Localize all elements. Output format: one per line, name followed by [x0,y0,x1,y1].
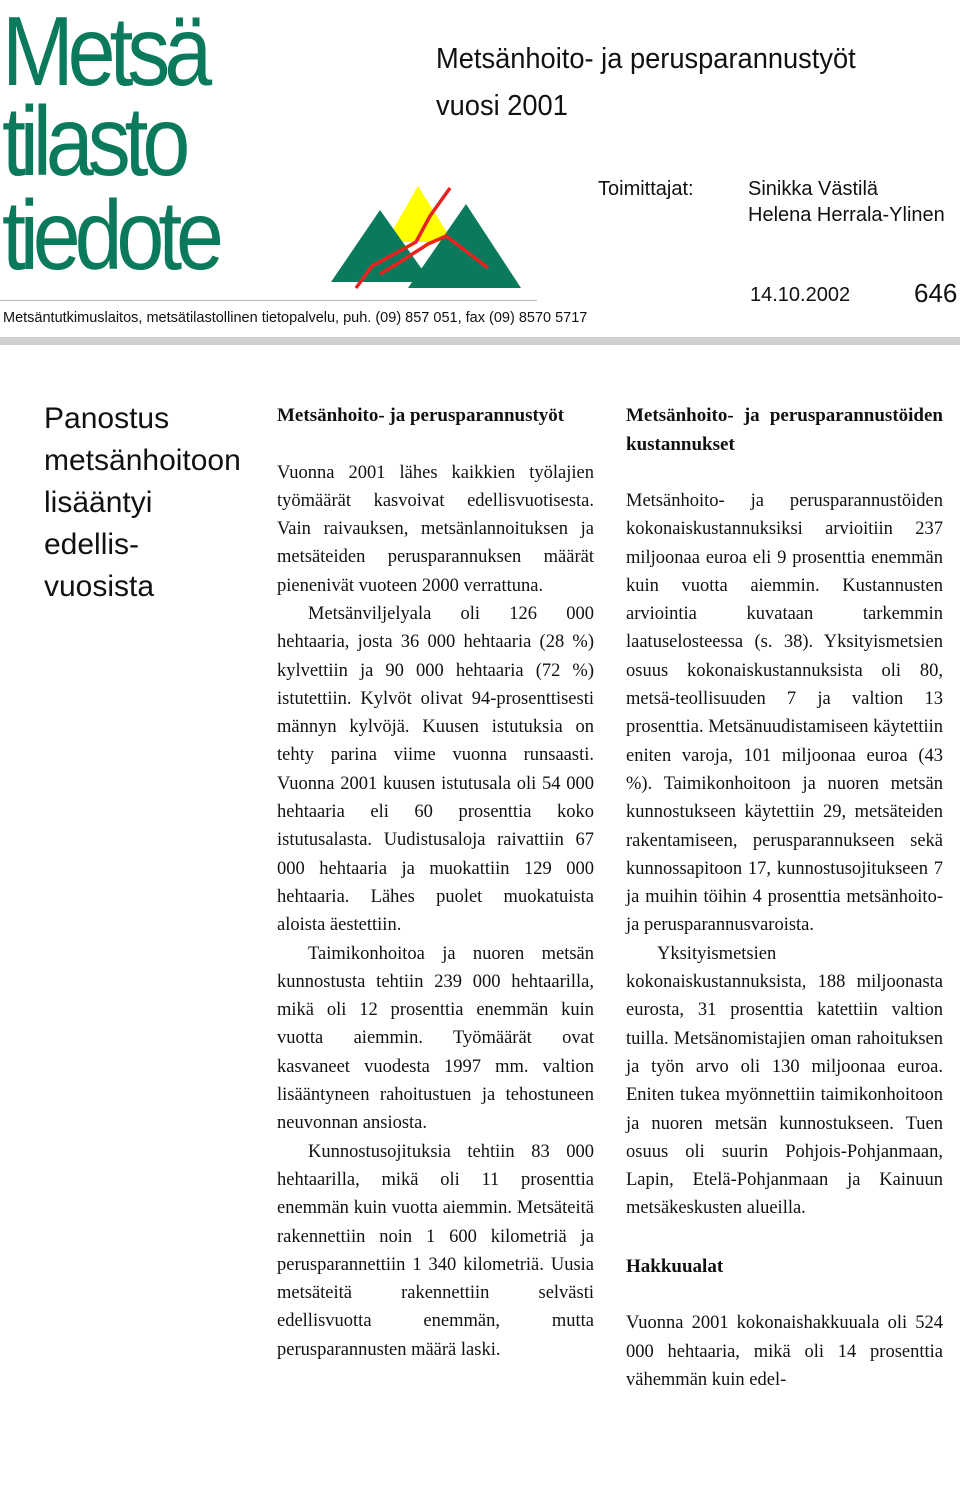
logo-word-1: Metsä [2,0,207,106]
issue-number: 646 [914,278,958,308]
institute-contact: Metsäntutkimuslaitos, metsätilastollinen tietopalvelu, puh. (09) 857 051, fax (09) 8570 5717 [3,310,588,326]
paragraph: Vuonna 2001 kokonaishakkuuala oli 524 000 hehtaaria, mikä oli 14 prosenttia vähemmän kuin edel- [626,1313,943,1390]
header-band [0,337,960,345]
lead-line: Panostus [44,402,170,435]
editors-label: Toimittajat: [598,178,694,200]
paragraph: Taimikonhoitoa ja nuoren metsän kunnostusta tehtiin 239 000 hehtaarilla, mikä oli 12 prosenttia enemmän kuin vuotta aiemmin. Työmäärät ovat kasvaneet vuodesta 1997 mm. valtion lisääntyneen rahoitustuen ja tehostuneen neuvonnan ansiosta. [277,943,594,1134]
paragraph: Kunnostusojituksia tehtiin 83 000 hehtaarilla, mikä oli 11 prosenttia enemmän kuin vuotta aiemmin. Metsäteitä rakennettiin noin 1 600 kilometriä ja perusparannettiin 1 340 kilometriä. Uusia metsäteitä rakennettiin selvästi edellisvuotta enemmän, mutta perusparannusten määrä laski. [277,1141,594,1360]
title-line-1: Metsänhoito- ja perusparannustyöt [436,43,856,75]
masthead-divider [0,300,537,301]
section-heading: Hakkuualat [626,1255,724,1277]
paragraph: Vuonna 2001 lähes kaikkien työlajien työmäärät kasvoivat edellisvuotisesta. Vain raivauksen, metsänlannoituksen ja metsäteiden perusparannuksen määrät pienenivät vuoteen 2000 verrattuna. [277,462,594,596]
section-heading: Metsänhoito- ja perusparannustöiden kustannukset [626,405,943,455]
article-column-1 [277,402,594,1364]
title-line-2: vuosi 2001 [436,90,568,122]
editor-2: Helena Herrala-Ylinen [748,204,945,226]
issue-date: 14.10.2002 [750,284,851,306]
lead-line: lisääntyi [44,486,153,519]
paragraph: Metsänhoito- ja perusparannustöiden kokonaiskustannuksiksi arvioitiin 237 miljoonaa euroa eli 9 prosenttia enemmän kuin vuotta aiemmin. Kustannusten arviointia kuvataan tarkemmin laatuselosteessa (s. 38). Yksityismetsien osuus kokonaiskustannuksista oli 80, metsä-teollisuuden 7 ja valtion 13 prosenttia. Metsänuudistamiseen käytettiin eniten varoja, 101 miljoonaa euroa (43 %). Taimikonhoitoon ja nuoren metsän kunnostukseen käytettiin 29, metsäteiden rakentamiseen, perusparannukseen sekä kunnossapitoon 17, kunnostusojitukseen 7 ja muihin töihin 4 prosenttia metsänhoito- ja perusparannusvaroista. [626,491,944,936]
section-heading: Metsänhoito- ja perusparannustyöt [277,405,565,426]
paragraph: Metsänviljelyala oli 126 000 hehtaaria, josta 36 000 hehtaaria (28 %) kylvettiin ja 90 000 hehtaaria (72 %) istutettiin. Kylvöt olivat 94-prosenttisesti männyn kylvöjä. Kuusen istutuksia on tehty parina viime vuonna runsaasti. Vuonna 2001 kuusen istutusala oli 54 000 hehtaaria eli 60 prosenttia koko istutusalasta. Uudistusaloja raivattiin 67 000 hehtaaria ja muokattiin 129 000 hehtaaria. Lähes puolet muokatuista aloista äestettiin. [277,603,594,936]
logo-word-3: tiedote [2,180,218,290]
paragraph: Yksityismetsien kokonaiskustannuksista, 188 miljoonasta eurosta, 31 prosenttia katettiin valtion tuilla. Metsänomistajien oman rahoituksen ja työn arvo oli 130 miljoonaa euroa. Eniten tukea myönnettiin taimikonhoitoon ja nuoren metsän kunnostukseen. Tuen osuus oli suurin Pohjois-Pohjanmaan, Lapin, Etelä-Pohjanmaan ja Kainuun metsäkeskusten alueilla. [626,943,943,1219]
lead-headline [44,398,254,608]
editor-1: Sinikka Västilä [748,178,879,200]
logo-word-2: tilasto [2,86,185,196]
mountain-logo-icon [328,184,528,290]
lead-line: edellis- [44,528,140,561]
publication-title [436,36,856,130]
lead-line: metsänhoitoon [44,444,241,477]
article-column-2 [626,402,943,1394]
lead-line: vuosista [44,570,155,603]
